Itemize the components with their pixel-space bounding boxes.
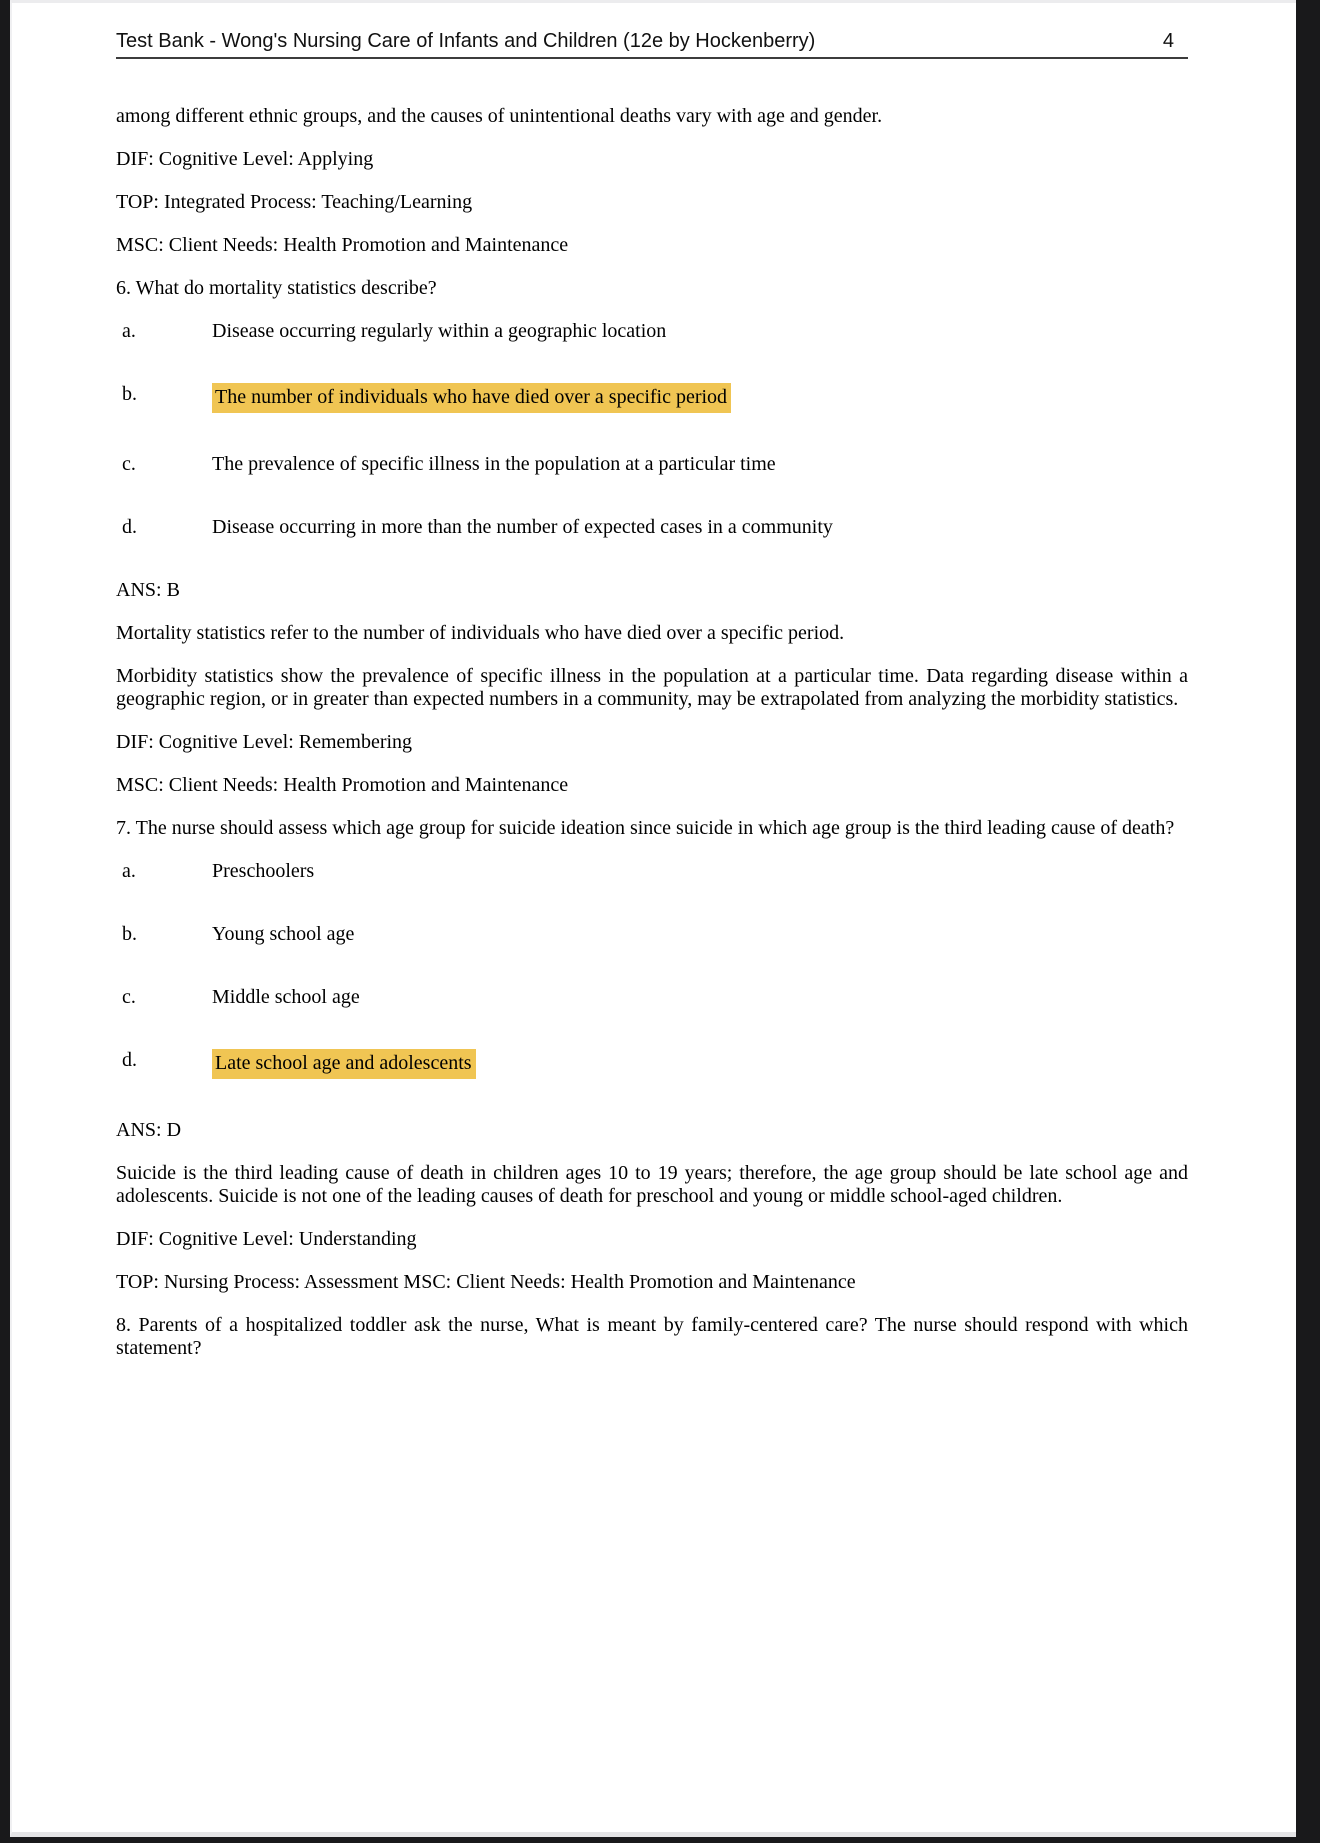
highlighted-option-text: Late school age and adolescents xyxy=(212,1049,476,1079)
paragraph: ANS: B xyxy=(116,579,180,601)
paragraph: DIF: Cognitive Level: Applying xyxy=(116,148,374,170)
option-text: Disease occurring regularly within a geographic location xyxy=(212,320,667,342)
answer-option xyxy=(116,320,1188,343)
paragraph: DIF: Cognitive Level: Understanding xyxy=(116,1228,417,1250)
page-header xyxy=(116,30,1188,59)
option-letter: b. xyxy=(122,383,137,405)
paragraph: TOP: Nursing Process: Assessment MSC: Client Needs: Health Promotion and Maintenance xyxy=(116,1271,856,1293)
answer-option xyxy=(116,986,1188,1009)
option-text: Middle school age xyxy=(212,986,360,1008)
question-text: 6. What do mortality statistics describe? xyxy=(116,277,437,299)
page-number: 4 xyxy=(1162,30,1174,52)
answer-option xyxy=(116,516,1188,539)
answer-option xyxy=(116,923,1188,946)
option-text: The prevalence of specific illness in the population at a particular time xyxy=(212,453,776,475)
answer-option xyxy=(116,453,1188,476)
option-letter: a. xyxy=(122,320,136,342)
answer-option xyxy=(116,1049,1188,1079)
paragraph: TOP: Integrated Process: Teaching/Learning xyxy=(116,191,473,213)
answer-option xyxy=(116,383,1188,413)
page-content xyxy=(116,105,1188,1360)
paragraph: ANS: D xyxy=(116,1119,182,1141)
option-text: Preschoolers xyxy=(212,860,315,882)
paragraph: Suicide is the third leading cause of death in children ages 10 to 19 years; therefore, the age group should be late school age and adolescents. Suicide is not one of the leading causes of death for preschool and young or middle school-aged children. xyxy=(116,1162,1188,1207)
question-text: 7. The nurse should assess which age group for suicide ideation since suicide in which age group is the third leading cause of death? xyxy=(116,817,1175,839)
option-text: Young school age xyxy=(212,923,355,945)
paragraph: MSC: Client Needs: Health Promotion and Maintenance xyxy=(116,234,569,256)
question-text: 8. Parents of a hospitalized toddler ask the nurse, What is meant by family-centered care? The nurse should respond with which statement? xyxy=(116,1314,1188,1359)
paragraph: DIF: Cognitive Level: Remembering xyxy=(116,731,413,753)
option-text: Disease occurring in more than the number of expected cases in a community xyxy=(212,516,833,538)
options-group xyxy=(116,860,1188,1079)
option-letter: d. xyxy=(122,516,137,538)
document-page xyxy=(10,0,1296,1837)
paragraph: among different ethnic groups, and the causes of unintentional deaths vary with age and gender. xyxy=(116,105,883,127)
paragraph: Morbidity statistics show the prevalence of specific illness in the population at a particular time. Data regarding disease within a geographic region, or in greater than expected numbers in a community, may be extrapolated from analyzing the morbidity statistics. xyxy=(116,665,1188,710)
option-letter: d. xyxy=(122,1049,137,1071)
paragraph: Mortality statistics refer to the number of individuals who have died over a specific period. xyxy=(116,622,845,644)
answer-option xyxy=(116,860,1188,883)
document-title: Test Bank - Wong's Nursing Care of Infants and Children (12e by Hockenberry) xyxy=(116,30,816,52)
options-group xyxy=(116,320,1188,539)
option-letter: c. xyxy=(122,986,136,1008)
highlighted-option-text: The number of individuals who have died over a specific period xyxy=(212,383,731,413)
option-letter: b. xyxy=(122,923,137,945)
paragraph: MSC: Client Needs: Health Promotion and Maintenance xyxy=(116,774,569,796)
option-letter: c. xyxy=(122,453,136,475)
option-letter: a. xyxy=(122,860,136,882)
